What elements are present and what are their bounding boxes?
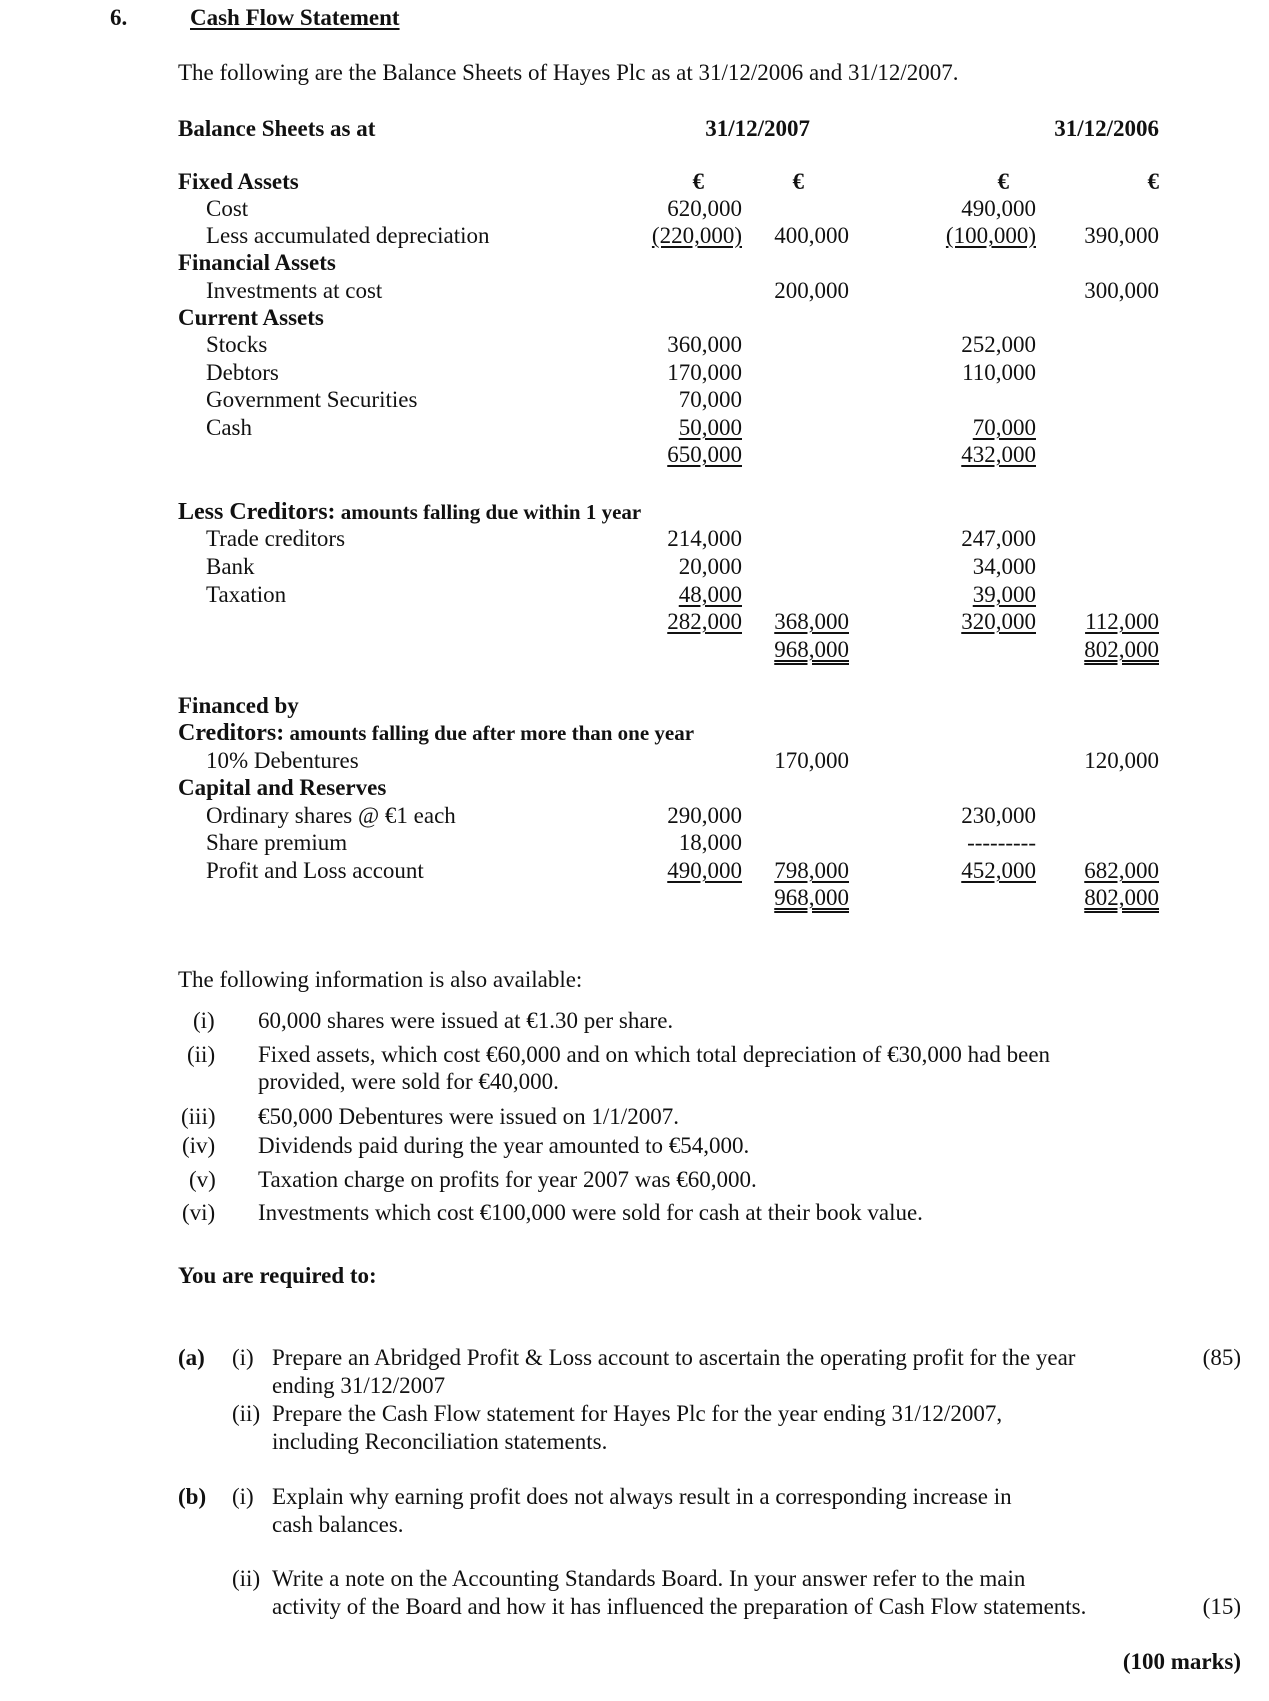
info-item-num: (iii) xyxy=(181,1104,216,1129)
info-item-num: (i) xyxy=(193,1008,215,1033)
info-item-text: Dividends paid during the year amounted to €54,000. xyxy=(258,1133,750,1158)
cost-label: Cost xyxy=(206,196,249,221)
part-a-marks: (85) xyxy=(1202,1345,1241,1370)
currency-col2: € xyxy=(792,169,804,194)
profit-loss-2007: 490,000 xyxy=(667,858,742,883)
capital-reserves-heading: Capital and Reserves xyxy=(178,775,387,800)
info-item-num: (ii) xyxy=(187,1042,216,1067)
bs-date-2007: 31/12/2007 xyxy=(705,116,810,141)
profit-loss-label: Profit and Loss account xyxy=(206,858,424,883)
profit-loss-2006: 452,000 xyxy=(961,858,1036,883)
info-heading: The following information is also available: xyxy=(178,967,583,992)
stocks-label: Stocks xyxy=(206,332,268,357)
creditors-after-heading: Creditors: amounts falling due after more than one year xyxy=(178,720,695,746)
trade-creditors-label: Trade creditors xyxy=(206,526,346,551)
part-a-i-text-cont: ending 31/12/2007 xyxy=(272,1373,446,1398)
net-assets-total-2007: 968,000 xyxy=(774,637,849,662)
part-b-ii-text-cont: activity of the Board and how it has influenced the preparation of Cash Flow statements. xyxy=(272,1594,1087,1619)
depreciation-2006: (100,000) xyxy=(945,223,1036,248)
currency-col3: € xyxy=(997,169,1009,194)
financial-assets-heading: Financial Assets xyxy=(178,250,336,275)
debtors-2006: 110,000 xyxy=(962,360,1036,385)
bs-date-2006: 31/12/2006 xyxy=(1054,116,1159,141)
investments-2006: 300,000 xyxy=(1084,278,1159,303)
ordinary-shares-label: Ordinary shares @ €1 each xyxy=(206,803,456,828)
total-marks: (100 marks) xyxy=(1122,1649,1241,1674)
creditors-total-2007: 282,000 xyxy=(667,609,742,634)
info-item-num: (v) xyxy=(189,1167,216,1192)
question-title: Cash Flow Statement xyxy=(190,5,400,30)
part-a-label: (a) xyxy=(178,1345,205,1370)
info-item-text: 60,000 shares were issued at €1.30 per share. xyxy=(258,1008,674,1033)
question-number: 6. xyxy=(110,5,128,30)
working-capital-2006: 112,000 xyxy=(1085,609,1159,634)
capital-reserves-2007: 798,000 xyxy=(774,858,849,883)
bank-2007: 20,000 xyxy=(678,554,742,579)
bs-heading: Balance Sheets as at xyxy=(178,116,376,141)
part-b-label: (b) xyxy=(178,1484,207,1509)
creditors-total-2006: 320,000 xyxy=(961,609,1036,634)
info-item-text-cont: provided, were sold for €40,000. xyxy=(258,1069,559,1094)
trade-creditors-2007: 214,000 xyxy=(667,526,742,551)
debentures-2007: 170,000 xyxy=(774,748,849,773)
debtors-label: Debtors xyxy=(206,360,279,385)
required-heading: You are required to: xyxy=(178,1263,377,1288)
share-premium-2006: --------- xyxy=(967,830,1036,855)
cash-2007: 50,000 xyxy=(678,415,742,440)
working-capital-2007: 368,000 xyxy=(774,609,849,634)
govsec-label: Government Securities xyxy=(206,387,418,412)
cost-2007: 620,000 xyxy=(667,196,742,221)
capital-reserves-2006: 682,000 xyxy=(1084,858,1159,883)
ordinary-shares-2006: 230,000 xyxy=(961,803,1036,828)
info-item-text: Fixed assets, which cost €60,000 and on which total depreciation of €30,000 had been xyxy=(258,1042,1051,1067)
cash-label: Cash xyxy=(206,415,252,440)
currency-col4: € xyxy=(1147,169,1159,194)
share-premium-2007: 18,000 xyxy=(678,830,742,855)
cash-2006: 70,000 xyxy=(972,415,1036,440)
taxation-2007: 48,000 xyxy=(678,582,742,607)
info-item-text: €50,000 Debentures were issued on 1/1/2007. xyxy=(258,1104,679,1129)
stocks-2006: 252,000 xyxy=(961,332,1036,357)
currency-col1: € xyxy=(692,169,704,194)
financed-total-2006: 802,000 xyxy=(1084,885,1159,910)
current-assets-heading: Current Assets xyxy=(178,305,324,330)
govsec-2007: 70,000 xyxy=(678,387,742,412)
part-b-ii-num: (ii) xyxy=(232,1566,261,1591)
debtors-2007: 170,000 xyxy=(667,360,742,385)
current-assets-total-2006: 432,000 xyxy=(961,442,1036,467)
part-b-i-text: Explain why earning profit does not always result in a corresponding increase in xyxy=(272,1484,1012,1509)
part-a-i-num: (i) xyxy=(232,1345,254,1370)
info-item-num: (iv) xyxy=(182,1133,216,1158)
part-b-i-num: (i) xyxy=(232,1484,254,1509)
share-premium-label: Share premium xyxy=(206,830,348,855)
financed-by-heading: Financed by xyxy=(178,693,299,718)
info-item-text: Investments which cost €100,000 were sold for cash at their book value. xyxy=(258,1200,923,1225)
debentures-2006: 120,000 xyxy=(1084,748,1159,773)
bank-label: Bank xyxy=(206,554,255,579)
part-a-ii-text-cont: including Reconciliation statements. xyxy=(272,1429,608,1454)
taxation-2006: 39,000 xyxy=(972,582,1036,607)
info-item-num: (vi) xyxy=(182,1200,216,1225)
trade-creditors-2006: 247,000 xyxy=(961,526,1036,551)
nbv-2006: 390,000 xyxy=(1084,223,1159,248)
stocks-2007: 360,000 xyxy=(667,332,742,357)
intro-text: The following are the Balance Sheets of Hayes Plc as at 31/12/2006 and 31/12/2007. xyxy=(178,60,959,85)
info-item-text: Taxation charge on profits for year 2007 was €60,000. xyxy=(258,1167,757,1192)
depreciation-2007: (220,000) xyxy=(651,223,742,248)
investments-label: Investments at cost xyxy=(206,278,383,303)
nbv-2007: 400,000 xyxy=(774,223,849,248)
financed-total-2007: 968,000 xyxy=(774,885,849,910)
depreciation-label: Less accumulated depreciation xyxy=(206,223,490,248)
bank-2006: 34,000 xyxy=(972,554,1036,579)
part-b-ii-text: Write a note on the Accounting Standards Board. In your answer refer to the main xyxy=(272,1566,1026,1591)
ordinary-shares-2007: 290,000 xyxy=(667,803,742,828)
cost-2006: 490,000 xyxy=(961,196,1036,221)
less-creditors-heading: Less Creditors: amounts falling due within 1 year xyxy=(178,499,642,525)
net-assets-total-2006: 802,000 xyxy=(1084,637,1159,662)
investments-2007: 200,000 xyxy=(774,278,849,303)
part-a-i-text: Prepare an Abridged Profit & Loss account to ascertain the operating profit for the year xyxy=(272,1345,1076,1370)
part-a-ii-num: (ii) xyxy=(232,1401,261,1426)
fixed-assets-heading: Fixed Assets xyxy=(178,169,299,194)
taxation-label: Taxation xyxy=(206,582,287,607)
part-b-i-text-cont: cash balances. xyxy=(272,1512,404,1537)
current-assets-total-2007: 650,000 xyxy=(667,442,742,467)
debentures-label: 10% Debentures xyxy=(206,748,359,773)
part-b-marks: (15) xyxy=(1202,1594,1241,1619)
part-a-ii-text: Prepare the Cash Flow statement for Hayes Plc for the year ending 31/12/2007, xyxy=(272,1401,1003,1426)
